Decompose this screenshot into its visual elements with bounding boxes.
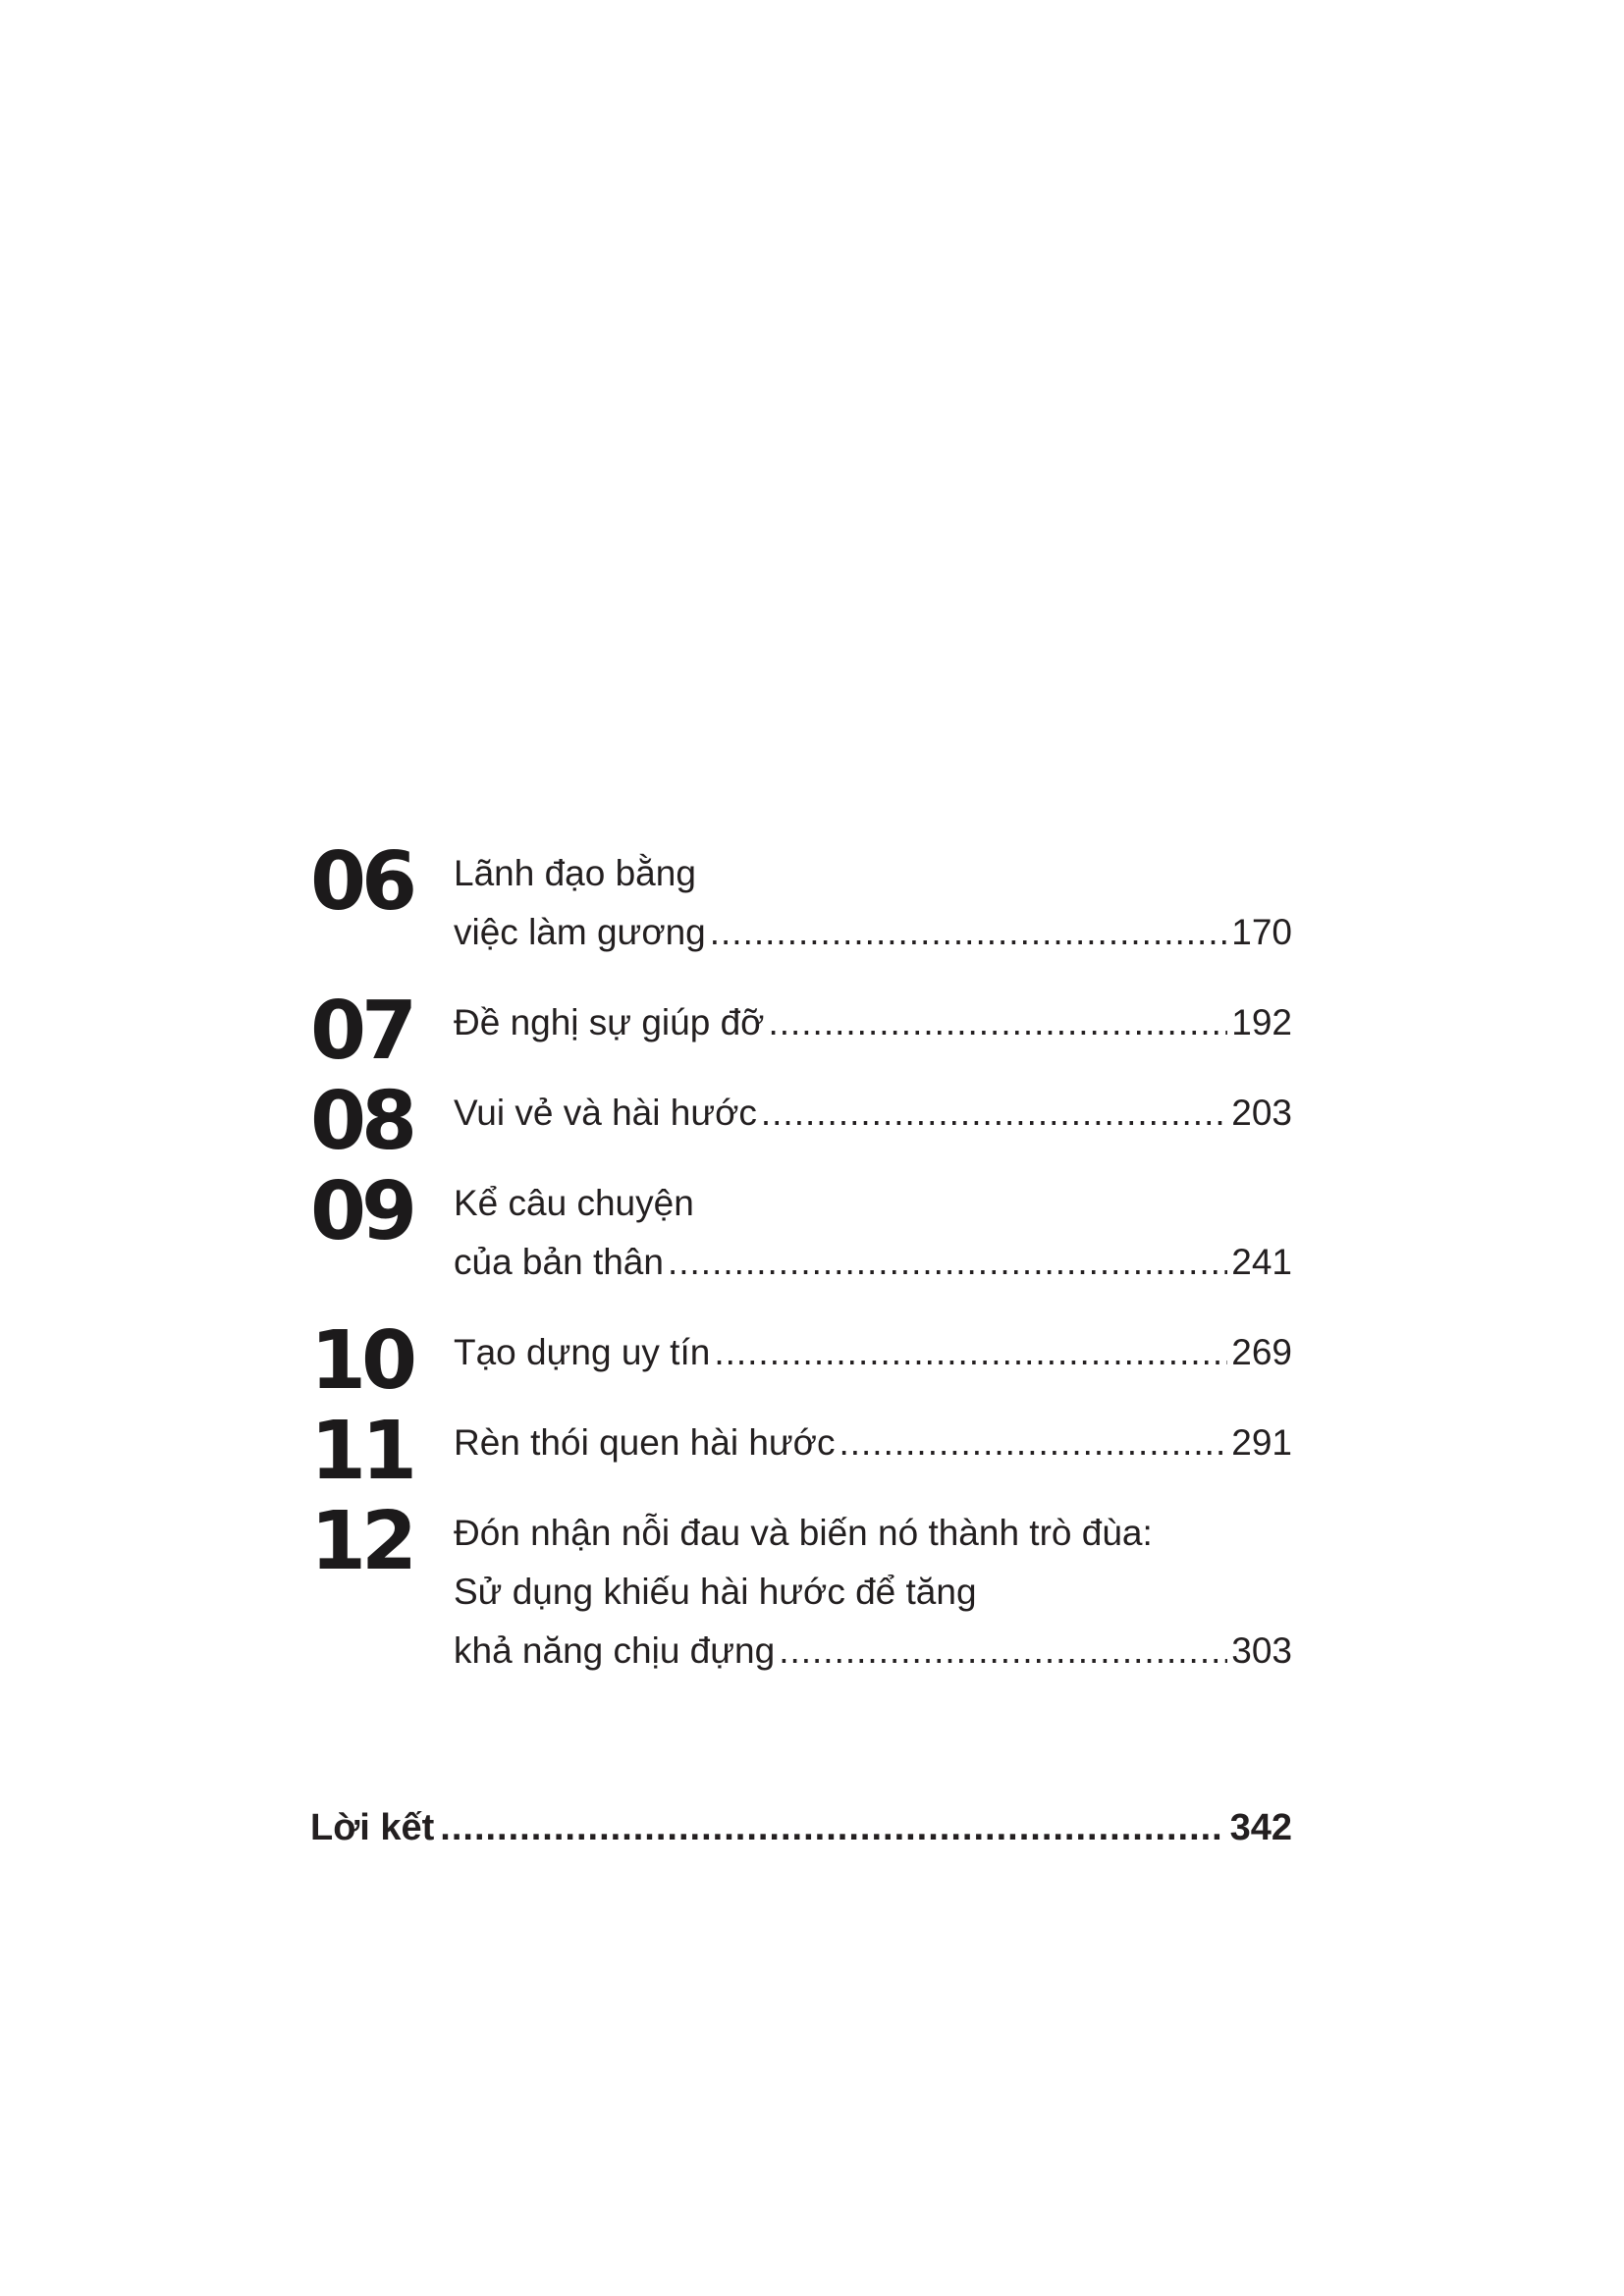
dot-leader xyxy=(440,1798,1223,1857)
toc-entry-09[interactable] xyxy=(310,1165,1292,1292)
table-of-contents xyxy=(310,835,1292,1681)
chapter-number: 08 xyxy=(310,1075,413,1168)
page-number: 303 xyxy=(1231,1630,1292,1671)
dot-leader xyxy=(668,1233,1227,1292)
chapter-title-line xyxy=(454,1084,1292,1143)
dot-leader xyxy=(710,903,1228,962)
chapter-title-text: việc làm gương xyxy=(454,912,706,952)
chapter-title-line xyxy=(454,1414,1292,1472)
toc-entry-12[interactable] xyxy=(310,1495,1292,1681)
chapter-title-text: Tạo dựng uy tín xyxy=(454,1332,711,1372)
page-number: 269 xyxy=(1231,1332,1292,1372)
chapter-number: 06 xyxy=(310,835,413,929)
chapter-number: 10 xyxy=(310,1314,413,1408)
chapter-title-line xyxy=(454,1622,1292,1681)
toc-entry-07[interactable] xyxy=(310,985,1292,1078)
toc-entry-06[interactable] xyxy=(310,835,1292,962)
chapter-number: 12 xyxy=(310,1495,413,1588)
toc-entry-08[interactable] xyxy=(310,1075,1292,1168)
page-number: 291 xyxy=(1231,1422,1292,1463)
chapter-number: 11 xyxy=(310,1405,413,1498)
chapter-title-line xyxy=(454,1323,1292,1382)
toc-entry-10[interactable] xyxy=(310,1314,1292,1408)
chapter-title-line xyxy=(454,1233,1292,1292)
dot-leader xyxy=(779,1622,1227,1681)
dot-leader xyxy=(714,1323,1227,1382)
page-number: 192 xyxy=(1231,1002,1292,1042)
dot-leader xyxy=(761,1084,1227,1143)
chapter-number: 09 xyxy=(310,1165,413,1258)
page-number: 342 xyxy=(1229,1807,1292,1848)
chapter-title-text: Vui vẻ và hài hước xyxy=(454,1093,757,1133)
chapter-number: 07 xyxy=(310,985,413,1078)
dot-leader xyxy=(768,993,1227,1052)
chapter-title-line xyxy=(454,993,1292,1052)
page-number: 170 xyxy=(1231,912,1292,952)
page-number: 241 xyxy=(1231,1242,1292,1282)
toc-entry-closing[interactable] xyxy=(310,1798,1292,1857)
page-number: 203 xyxy=(1231,1093,1292,1133)
closing-title: Lời kết xyxy=(310,1807,435,1848)
chapter-title-line: Sử dụng khiếu hài hước để tăng xyxy=(454,1572,977,1612)
chapter-title-line: Kể câu chuyện xyxy=(454,1183,694,1223)
chapter-title-text: Rèn thói quen hài hước xyxy=(454,1422,836,1463)
chapter-title-line: Đón nhận nỗi đau và biến nó thành trò đùa: xyxy=(454,1513,1153,1553)
toc-entry-11[interactable] xyxy=(310,1405,1292,1498)
chapter-title-text: của bản thân xyxy=(454,1242,664,1282)
dot-leader xyxy=(839,1414,1227,1472)
chapter-title-text: Đề nghị sự giúp đỡ xyxy=(454,1002,765,1042)
chapter-title-line: Lãnh đạo bằng xyxy=(454,853,696,893)
chapter-title-text: khả năng chịu đựng xyxy=(454,1630,776,1671)
chapter-title-line xyxy=(454,903,1292,962)
